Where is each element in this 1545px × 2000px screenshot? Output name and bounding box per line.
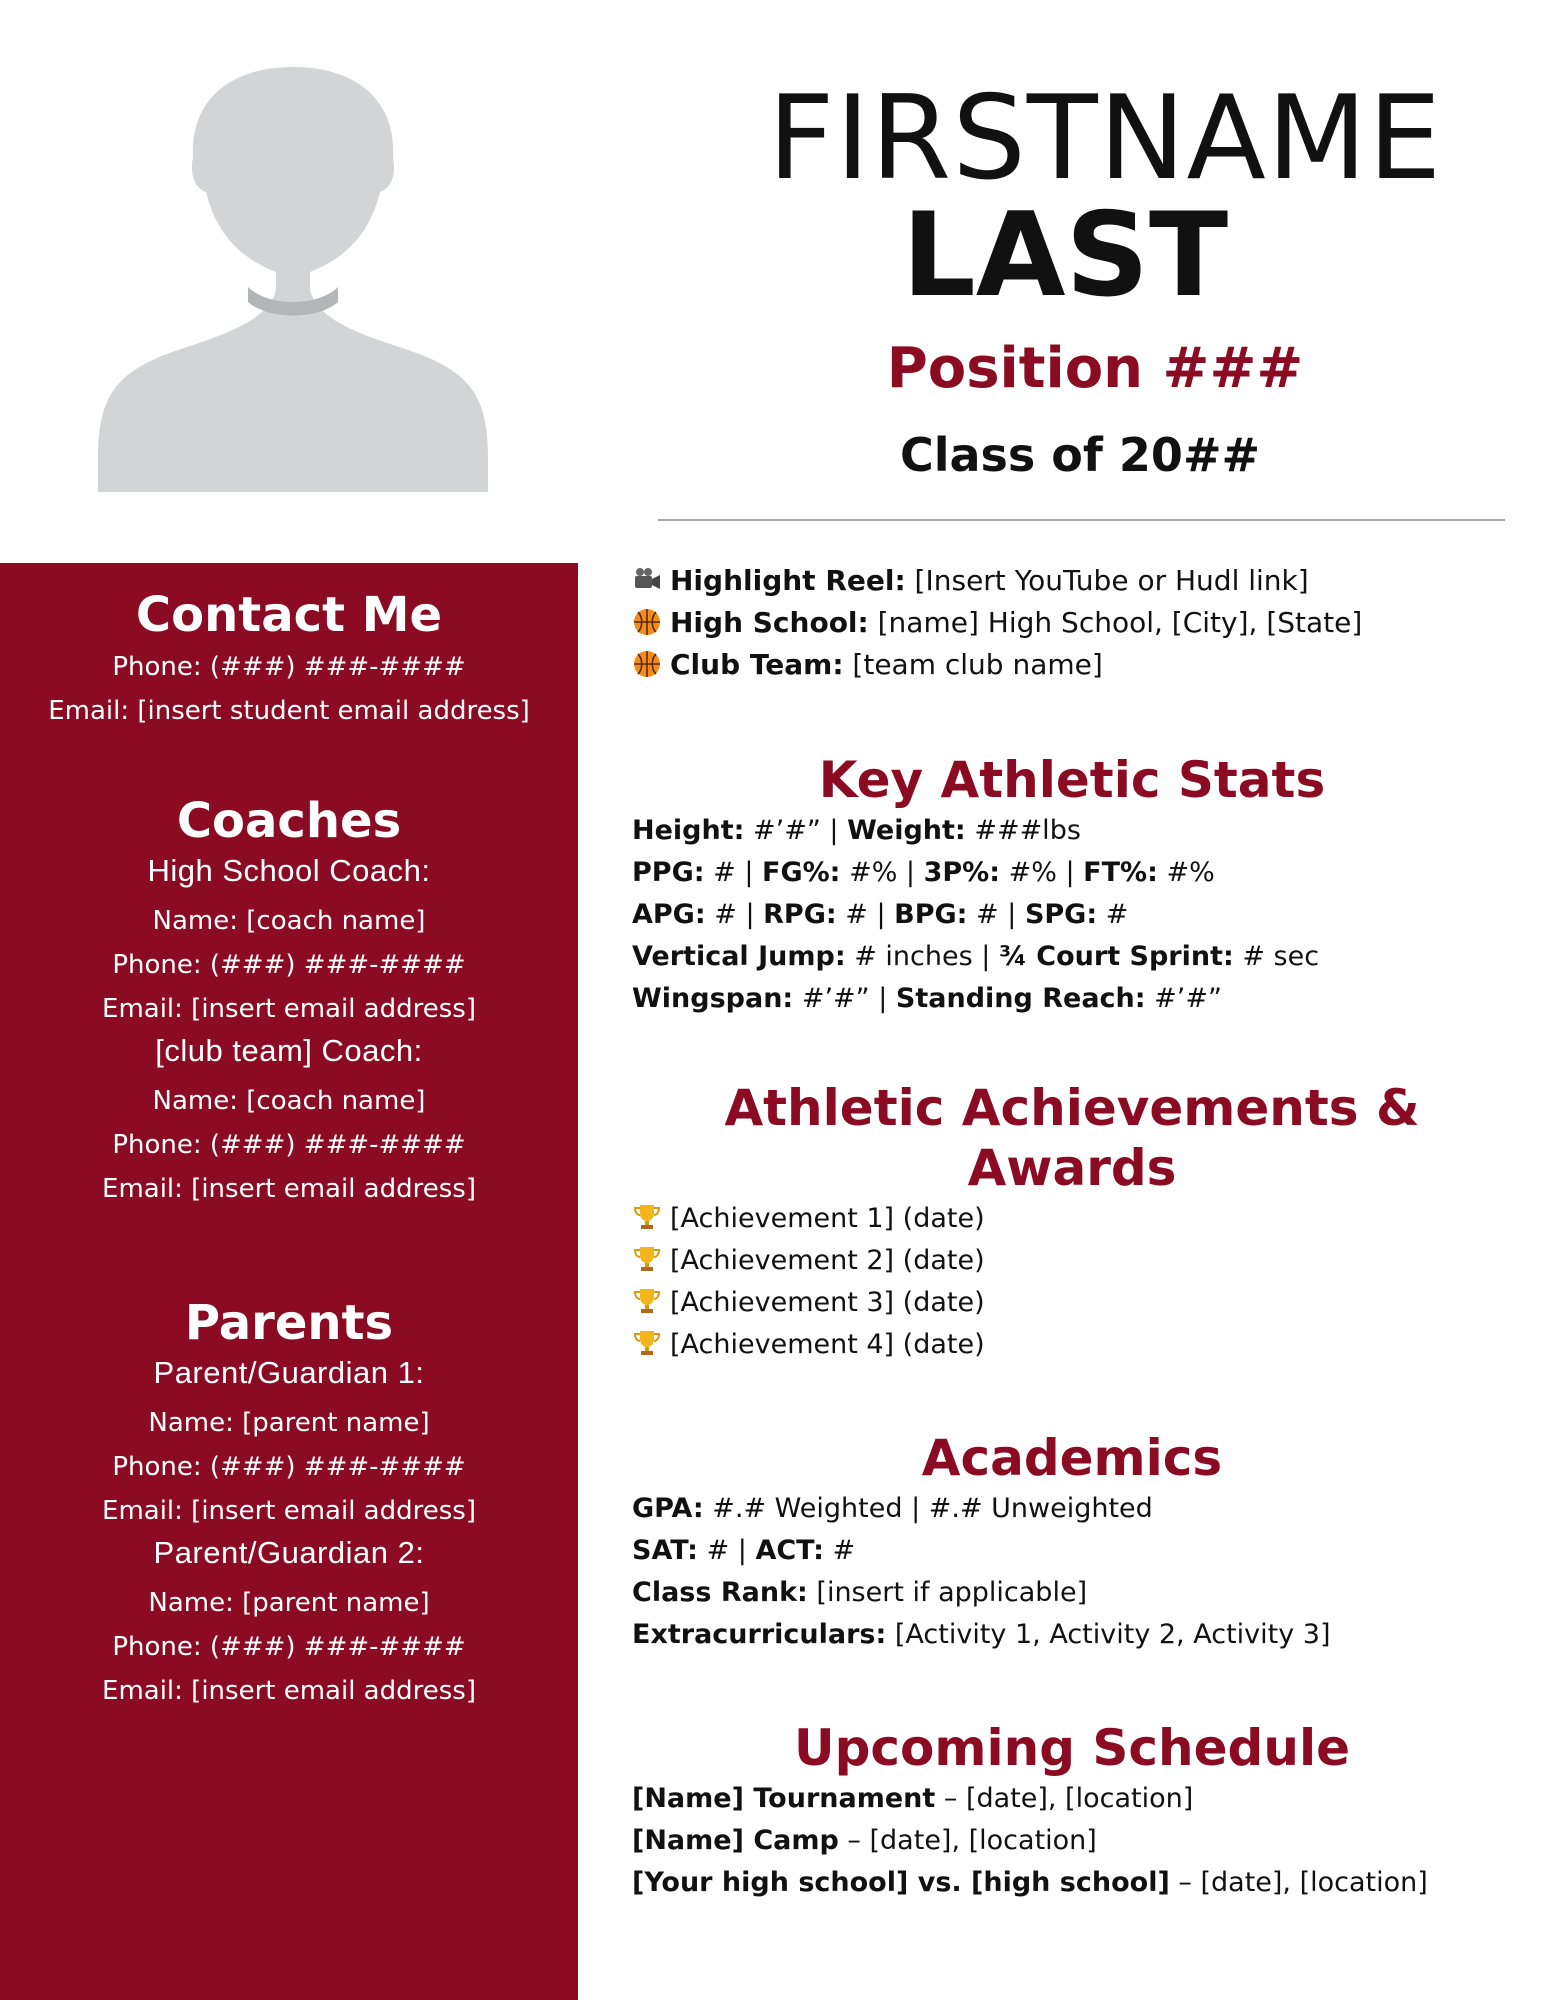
ft-label: FT%:	[1083, 857, 1158, 888]
extracurriculars-value: [Activity 1, Activity 2, Activity 3]	[886, 1619, 1331, 1650]
parent2-name: Name: [parent name]	[148, 1588, 430, 1618]
hs-coach-email: Email: [insert email address]	[102, 994, 476, 1024]
high-school-label: High School:	[670, 606, 869, 639]
contact-sidebar	[0, 563, 578, 2000]
ft-value: #%	[1157, 857, 1215, 888]
act-label: ACT:	[755, 1535, 824, 1566]
parent2-phone: Phone: (###) ###-####	[112, 1632, 466, 1662]
club-coach-heading: [club team] Coach:	[155, 1033, 423, 1068]
schedule-item	[632, 1862, 1512, 1904]
achievement-item	[632, 1240, 1512, 1282]
stats-row-height	[632, 810, 1512, 852]
height-label: Height:	[632, 815, 745, 846]
spg-label: SPG:	[1024, 899, 1098, 930]
rpg-label: RPG:	[763, 899, 837, 930]
class-rank-value: [insert if applicable]	[807, 1577, 1088, 1608]
trophy-icon	[632, 1202, 662, 1232]
fg-value: #% |	[840, 857, 924, 888]
schedule-heading: Upcoming Schedule	[793, 1719, 1350, 1777]
sat-label: SAT:	[632, 1535, 698, 1566]
contact-email: Email: [insert student email address]	[48, 696, 530, 726]
apg-value: # |	[705, 899, 764, 930]
test-scores-row	[632, 1530, 1512, 1572]
extracurriculars-label: Extracurriculars:	[632, 1619, 887, 1650]
rpg-value: # |	[836, 899, 895, 930]
profile-photo-placeholder	[98, 62, 488, 492]
hs-coach-phone: Phone: (###) ###-####	[112, 950, 466, 980]
act-value: #	[823, 1535, 856, 1566]
court-sprint-value: # sec	[1233, 941, 1320, 972]
high-school-value: [name] High School, [City], [State]	[868, 606, 1363, 639]
film-camera-icon	[632, 565, 662, 595]
first-name: FIRSTNAME	[767, 71, 1443, 206]
hs-coach-name: Name: [coach name]	[152, 906, 426, 936]
parent2-email: Email: [insert email address]	[102, 1676, 476, 1706]
apg-label: APG:	[632, 899, 706, 930]
trophy-icon	[632, 1286, 662, 1316]
ppg-label: PPG:	[632, 857, 705, 888]
ppg-value: # |	[704, 857, 763, 888]
bpg-label: BPG:	[894, 899, 968, 930]
schedule-event-name: [Your high school] vs. [high school]	[632, 1867, 1170, 1898]
weight-value: ###lbs	[965, 815, 1081, 846]
coaches-heading: Coaches	[176, 793, 402, 849]
achievement-item	[632, 1282, 1512, 1324]
stats-row-per-game	[632, 894, 1512, 936]
parent1-phone: Phone: (###) ###-####	[112, 1452, 466, 1482]
highlight-reel-value: [Insert YouTube or Hudl link]	[905, 564, 1309, 597]
trophy-icon	[632, 1244, 662, 1274]
club-team-row	[632, 644, 1512, 686]
club-coach-phone: Phone: (###) ###-####	[112, 1130, 466, 1160]
contact-phone: Phone: (###) ###-####	[112, 652, 466, 682]
wingspan-label: Wingspan:	[632, 983, 794, 1014]
spg-value: #	[1097, 899, 1129, 930]
gpa-label: GPA:	[632, 1493, 704, 1524]
class-rank-label: Class Rank:	[632, 1577, 808, 1608]
highlight-reel-row	[632, 560, 1512, 602]
standing-reach-value: #’#”	[1145, 983, 1222, 1014]
achievement-text: [Achievement 3] (date)	[670, 1287, 985, 1318]
height-value: #’#” |	[744, 815, 848, 846]
basketball-icon	[632, 649, 662, 679]
wingspan-value: #’#” |	[793, 983, 896, 1014]
fg-label: FG%:	[762, 857, 841, 888]
club-coach-name: Name: [coach name]	[152, 1086, 426, 1116]
schedule-event-details: – [date], [location]	[1169, 1867, 1428, 1898]
achievement-text: [Achievement 2] (date)	[670, 1245, 985, 1276]
academics-heading: Academics	[921, 1429, 1223, 1487]
club-team-label: Club Team:	[670, 648, 844, 681]
achievement-item	[632, 1198, 1512, 1240]
name-block	[655, 71, 1545, 323]
extracurriculars-row	[632, 1614, 1512, 1656]
court-sprint-label: ¾ Court Sprint:	[998, 941, 1234, 972]
parent1-email: Email: [insert email address]	[102, 1496, 476, 1526]
stats-row-athletic	[632, 936, 1512, 978]
main-content	[632, 560, 1512, 1904]
parent2-heading: Parent/Guardian 2:	[153, 1535, 425, 1570]
bpg-value: # |	[967, 899, 1025, 930]
parent1-heading: Parent/Guardian 1:	[153, 1355, 425, 1390]
contact-heading: Contact Me	[135, 587, 443, 643]
sat-value: # |	[697, 1535, 756, 1566]
trophy-icon	[632, 1328, 662, 1358]
stats-row-shooting	[632, 852, 1512, 894]
weight-label: Weight:	[847, 815, 966, 846]
achievement-text: [Achievement 4] (date)	[670, 1329, 985, 1360]
schedule-item	[632, 1820, 1512, 1862]
stats-row-reach	[632, 978, 1512, 1020]
vertical-jump-label: Vertical Jump:	[632, 941, 846, 972]
club-team-value: [team club name]	[843, 648, 1103, 681]
achievement-text: [Achievement 1] (date)	[670, 1203, 985, 1234]
gpa-value: #.# Weighted | #.# Unweighted	[703, 1493, 1153, 1524]
schedule-item	[632, 1778, 1512, 1820]
schedule-event-name: [Name] Camp	[632, 1825, 839, 1856]
player-position: Position ###	[886, 336, 1304, 401]
vertical-jump-value: # inches |	[845, 941, 999, 972]
three-pt-value: #% |	[1000, 857, 1084, 888]
schedule-event-name: [Name] Tournament	[632, 1783, 936, 1814]
header-divider	[658, 519, 1505, 521]
hs-coach-heading: High School Coach:	[147, 853, 431, 888]
high-school-row	[632, 602, 1512, 644]
achievement-item	[632, 1324, 1512, 1366]
basketball-icon	[632, 607, 662, 637]
schedule-event-details: – [date], [location]	[935, 1783, 1194, 1814]
achievements-heading: Athletic Achievements & Awards	[724, 1079, 1420, 1197]
avatar-silhouette	[98, 67, 488, 492]
club-coach-email: Email: [insert email address]	[102, 1174, 476, 1204]
highlight-reel-label: Highlight Reel:	[670, 564, 906, 597]
gpa-row	[632, 1488, 1512, 1530]
class-rank-row	[632, 1572, 1512, 1614]
schedule-event-details: – [date], [location]	[838, 1825, 1097, 1856]
graduation-class: Class of 20##	[899, 428, 1261, 482]
parents-heading: Parents	[184, 1295, 394, 1351]
parent1-name: Name: [parent name]	[148, 1408, 430, 1438]
last-name: LAST	[901, 188, 1229, 323]
standing-reach-label: Standing Reach:	[895, 983, 1146, 1014]
three-pt-label: 3P%:	[923, 857, 1001, 888]
stats-heading: Key Athletic Stats	[818, 751, 1326, 809]
